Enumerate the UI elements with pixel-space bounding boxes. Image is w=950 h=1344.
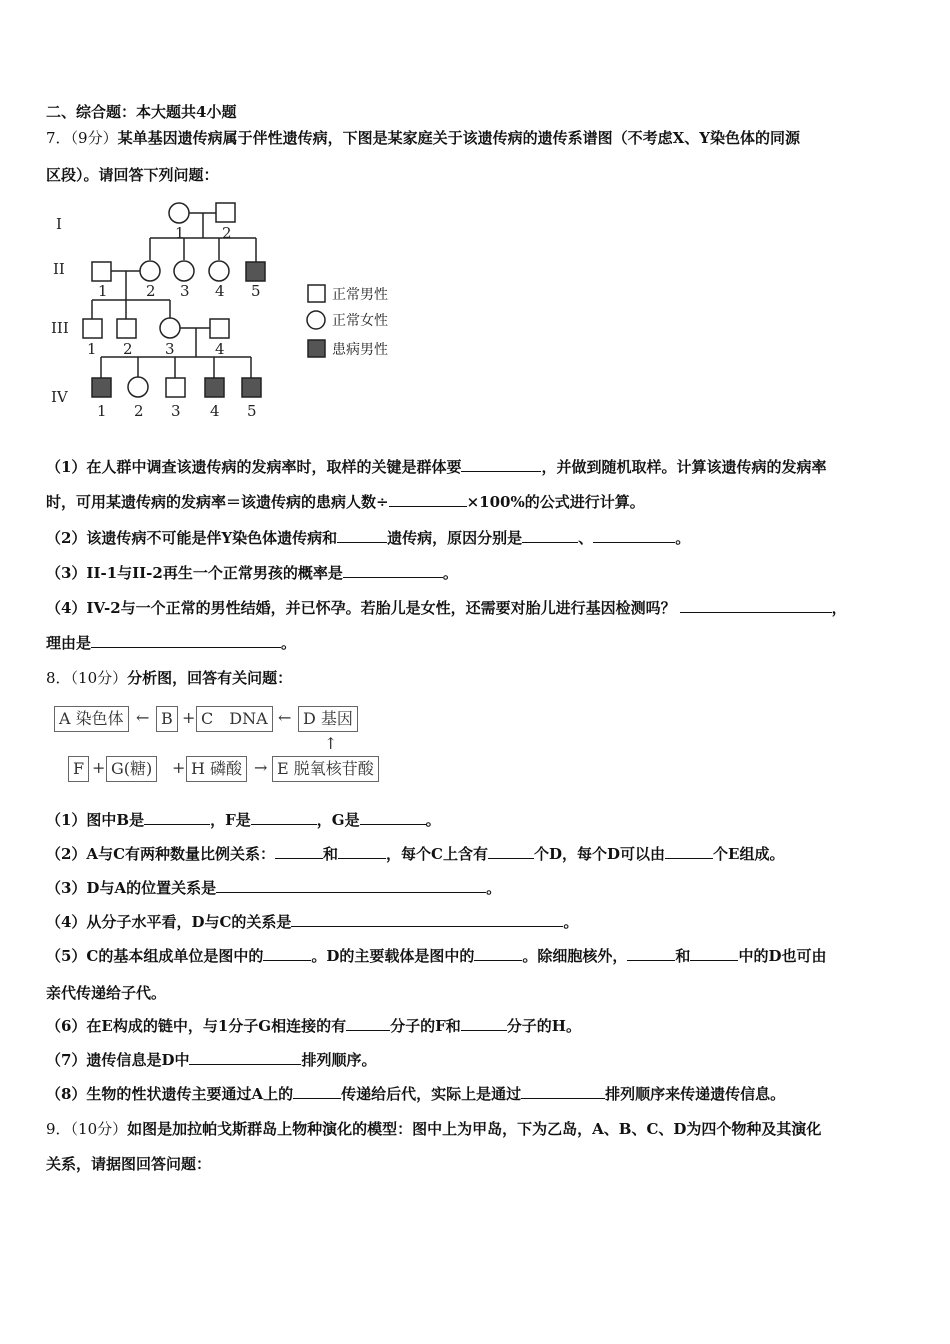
q7-part1-line2 xyxy=(46,492,645,512)
answer-blank[interactable] xyxy=(263,946,311,961)
pedigree-III-2-male xyxy=(117,319,136,338)
label-III-2: 2 xyxy=(123,340,133,358)
q7-p4-text-a: （4）IV-2与一个正常的男性结婚，并已怀孕。若胎儿是女性，还需要对胎儿进行基因检测吗？ xyxy=(46,599,676,617)
q7-p1-text-a: （1）在人群中调查该遗传病的发病率时，取样的关键是群体要 xyxy=(46,458,462,476)
pedigree-III-4-male xyxy=(210,319,229,338)
pedigree-chart xyxy=(46,196,416,426)
answer-blank[interactable] xyxy=(216,878,486,893)
q7-p4-text-b: ， xyxy=(831,599,847,617)
q7-part3 xyxy=(46,563,458,583)
answer-blank[interactable] xyxy=(189,1050,301,1065)
pedigree-III-3-female xyxy=(160,318,180,338)
q8-p5-text-d: 和 xyxy=(675,947,691,965)
label-II-4: 4 xyxy=(215,282,225,300)
q7-p2-text-d: 。 xyxy=(675,529,691,547)
label-II-1: 1 xyxy=(98,282,108,300)
answer-blank[interactable] xyxy=(593,528,675,543)
answer-blank[interactable] xyxy=(338,844,386,859)
label-II-3: 3 xyxy=(180,282,190,300)
q8-p1-text-a: （1）图中B是 xyxy=(46,811,145,829)
q8-p4-text-a: （4）从分子水平看，D与C的关系是 xyxy=(46,913,292,931)
q8-p3-text-a: （3）D与A的位置关系是 xyxy=(46,879,217,897)
q7-part4-line1 xyxy=(46,598,847,618)
q7-p4-text-c: 理由是 xyxy=(46,634,92,652)
q8-part5-line2: 亲代传递给子代。 xyxy=(46,984,167,1002)
q7-p3-text-b: 。 xyxy=(442,564,458,582)
answer-blank[interactable] xyxy=(293,1084,341,1099)
q8-p2-text-c: ，每个C上含有 xyxy=(386,845,488,863)
q8-p1-text-b: ，F是 xyxy=(210,811,251,829)
label-II-5: 5 xyxy=(251,282,261,300)
q7-number: 7． xyxy=(46,129,71,147)
q7-p1-text-c: 时，可用某遗传病的发病率＝该遗传病的患病人数÷ xyxy=(46,493,389,511)
q8-p5-text-c: 。除细胞核外， xyxy=(522,947,628,965)
q7-p1-text-d: ×100%的公式进行计算。 xyxy=(466,493,645,511)
q8-part8 xyxy=(46,1084,785,1104)
legend-normal-male-label: 正常男性 xyxy=(332,287,388,303)
flow-box-H: H 磷酸 xyxy=(186,756,247,782)
q8-p3-text-b: 。 xyxy=(486,879,502,897)
q8-p7-text-b: 排列顺序。 xyxy=(301,1051,377,1069)
flow-box-A: A 染色体 xyxy=(54,706,129,732)
q8-stem xyxy=(46,668,292,688)
answer-blank[interactable] xyxy=(346,1016,390,1031)
gen-label-I: I xyxy=(56,215,62,233)
label-III-4: 4 xyxy=(215,340,225,358)
legend-normal-female-symbol xyxy=(307,311,325,329)
q8-p8-text-c: 排列顺序来传递遗传信息。 xyxy=(605,1085,786,1103)
q8-p8-text-a: （8）生物的性状遗传主要通过A上的 xyxy=(46,1085,294,1103)
q7-p4-text-d: 。 xyxy=(281,634,297,652)
q7-part4-line2 xyxy=(46,633,296,653)
pedigree-I-1-female xyxy=(169,203,189,223)
q8-part4 xyxy=(46,912,578,932)
q8-p2-text-a: （2）A与C有两种数量比例关系： xyxy=(46,845,276,863)
answer-blank[interactable] xyxy=(522,528,578,543)
answer-blank[interactable] xyxy=(389,492,467,507)
q8-p5-text-a: （5）C的基本组成单位是图中的 xyxy=(46,947,264,965)
q8-number: 8． xyxy=(46,669,71,687)
pedigree-IV-3-male xyxy=(166,378,185,397)
pedigree-IV-5-affected-male xyxy=(242,378,261,397)
flow-box-C: C DNA xyxy=(196,706,273,732)
label-IV-2: 2 xyxy=(134,402,144,420)
q7-p2-text-a: （2）该遗传病不可能是伴Y染色体遗传病和 xyxy=(46,529,338,547)
q7-part1-line1 xyxy=(46,457,826,477)
q8-part6 xyxy=(46,1016,581,1036)
answer-blank[interactable] xyxy=(461,1016,507,1031)
answer-blank[interactable] xyxy=(275,844,323,859)
q8-part2 xyxy=(46,844,784,864)
answer-blank[interactable] xyxy=(337,528,387,543)
q7-p2-text-b: 遗传病，原因分别是 xyxy=(387,529,523,547)
q7-stem-line2: 区段）。请回答下列问题： xyxy=(46,166,219,184)
flow-box-D: D 基因 xyxy=(298,706,358,732)
q7-stem-text1: 某单基因遗传病属于伴性遗传病，下图是某家庭关于该遗传病的遗传系谱图（不考虑X、Y染色体的同源 xyxy=(117,129,800,147)
answer-blank[interactable] xyxy=(690,946,738,961)
label-I-2: 2 xyxy=(222,224,232,242)
flow-arrow-HE: → xyxy=(254,758,268,777)
q8-p1-text-c: ，G是 xyxy=(316,811,360,829)
q8-p1-text-d: 。 xyxy=(425,811,441,829)
answer-blank[interactable] xyxy=(343,563,443,578)
q9-stem-text1: 如图是加拉帕戈斯群岛上物种演化的模型：图中上为甲岛，下为乙岛，A、B、C、D为四个物种及其演化 xyxy=(127,1120,822,1138)
q7-stem-line1 xyxy=(46,128,800,148)
q8-p5-text-e: 中的D也可由 xyxy=(738,947,827,965)
answer-blank[interactable] xyxy=(488,844,534,859)
label-II-2: 2 xyxy=(146,282,156,300)
q7-p3-text-a: （3）II-1与II-2再生一个正常男孩的概率是 xyxy=(46,564,343,582)
q8-p4-text-b: 。 xyxy=(563,913,579,931)
legend-normal-female-label: 正常女性 xyxy=(332,313,388,329)
answer-blank[interactable] xyxy=(251,810,317,825)
label-IV-1: 1 xyxy=(97,402,107,420)
pedigree-II-1-male xyxy=(92,262,111,281)
answer-blank[interactable] xyxy=(627,946,675,961)
flow-box-F: F xyxy=(68,756,89,782)
q8-p6-text-b: 分子的F和 xyxy=(390,1017,461,1035)
flow-box-B: B xyxy=(156,706,178,732)
flow-arrow-AB: ← xyxy=(136,708,150,727)
label-IV-3: 3 xyxy=(171,402,181,420)
q8-p2-text-e: 个E组成。 xyxy=(713,845,785,863)
flow-plus-FG: + xyxy=(92,758,106,777)
q9-score: （10分） xyxy=(70,1120,128,1138)
q8-part1 xyxy=(46,810,441,830)
flow-box-G: G(糖) xyxy=(106,756,157,782)
q9-stem-line2: 关系，请据图回答问题： xyxy=(46,1155,212,1173)
gen-label-II: II xyxy=(53,260,65,278)
legend-affected-male-symbol xyxy=(308,340,325,357)
flow-plus-BC: + xyxy=(182,708,196,727)
q8-part5-line1 xyxy=(46,946,826,966)
q9-stem-line1 xyxy=(46,1119,821,1139)
q8-p2-text-b: 和 xyxy=(323,845,339,863)
answer-blank[interactable] xyxy=(665,844,713,859)
q8-p2-text-d: 个D，每个D可以由 xyxy=(533,845,666,863)
q8-p6-text-a: （6）在E构成的链中，与1分子G相连接的有 xyxy=(46,1017,347,1035)
pedigree-II-3-female xyxy=(174,261,194,281)
pedigree-III-1-male xyxy=(83,319,102,338)
q8-p6-text-c: 分子的H。 xyxy=(506,1017,581,1035)
flow-plus-GH: + xyxy=(172,758,186,777)
flow-arrow-ED: ↑ xyxy=(324,734,338,753)
legend-affected-male-label: 患病男性 xyxy=(332,342,388,358)
answer-blank[interactable] xyxy=(521,1084,605,1099)
flow-arrow-CD: ← xyxy=(278,708,292,727)
label-I-1: 1 xyxy=(175,224,185,242)
pedigree-II-2-female xyxy=(140,261,160,281)
pedigree-IV-2-female xyxy=(128,377,148,397)
q7-p1-text-b: ，并做到随机取样。计算该遗传病的发病率 xyxy=(541,458,827,476)
label-III-1: 1 xyxy=(87,340,97,358)
q9-number: 9． xyxy=(46,1120,71,1138)
q8-p5-text-b: 。D的主要载体是图中的 xyxy=(311,947,475,965)
answer-blank[interactable] xyxy=(91,633,281,648)
q7-part2 xyxy=(46,528,690,548)
pedigree-II-5-affected-male xyxy=(246,262,265,281)
gen-label-III: III xyxy=(51,319,69,337)
answer-blank[interactable] xyxy=(144,810,210,825)
pedigree-II-4-female xyxy=(209,261,229,281)
q7-score: （9分） xyxy=(70,129,118,147)
q8-part7 xyxy=(46,1050,376,1070)
gen-label-IV: IV xyxy=(51,388,68,406)
pedigree-I-2-male xyxy=(216,203,235,222)
answer-blank[interactable] xyxy=(291,912,563,927)
q8-flow-diagram xyxy=(46,700,406,790)
label-III-3: 3 xyxy=(165,340,175,358)
pedigree-IV-1-affected-male xyxy=(92,378,111,397)
q8-score: （10分） xyxy=(70,669,128,687)
q8-p8-text-b: 传递给后代，实际上是通过 xyxy=(341,1085,522,1103)
pedigree-IV-4-affected-male xyxy=(205,378,224,397)
q8-p7-text-a: （7）遗传信息是D中 xyxy=(46,1051,190,1069)
q8-part3 xyxy=(46,878,501,898)
label-IV-5: 5 xyxy=(247,402,257,420)
flow-box-E: E 脱氧核苷酸 xyxy=(272,756,379,782)
answer-blank[interactable] xyxy=(360,810,426,825)
legend-normal-male-symbol xyxy=(308,285,325,302)
q8-stem-text: 分析图，回答有关问题： xyxy=(127,669,293,687)
section-title: 二、综合题：本大题共4小题 xyxy=(46,103,237,121)
answer-blank[interactable] xyxy=(461,457,541,472)
label-IV-4: 4 xyxy=(210,402,220,420)
q7-p2-text-c: 、 xyxy=(578,529,594,547)
answer-blank[interactable] xyxy=(474,946,522,961)
answer-blank[interactable] xyxy=(680,598,832,613)
